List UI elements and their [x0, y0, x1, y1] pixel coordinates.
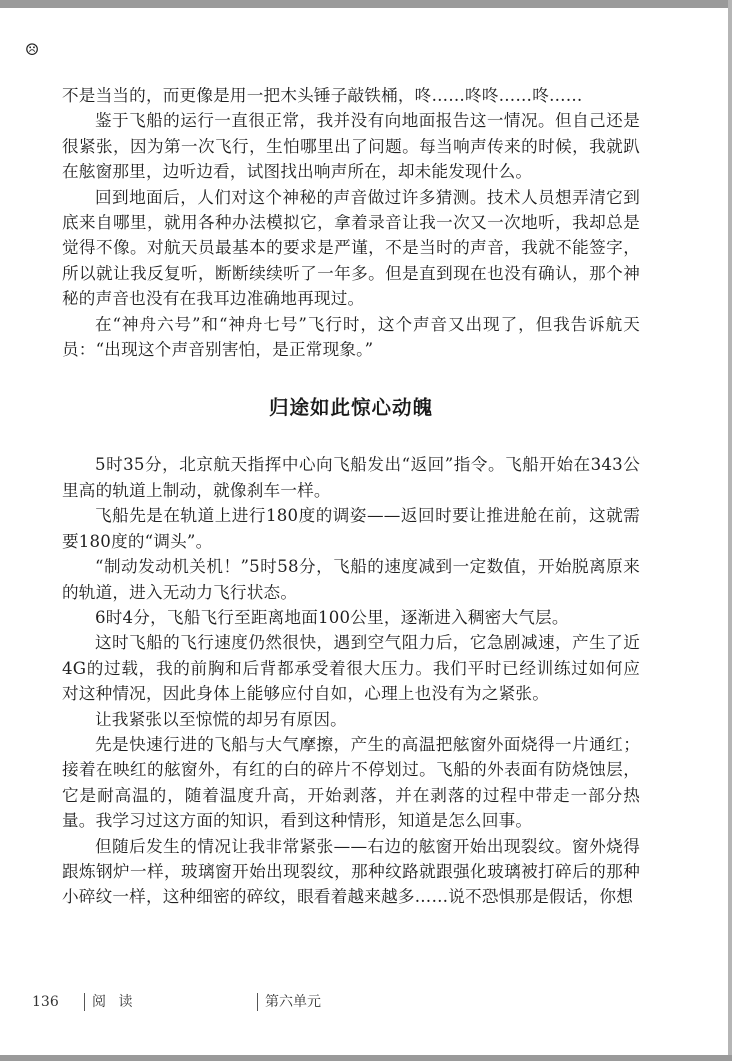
page-number: 136 — [32, 994, 59, 1010]
book-title: 阅 读 — [92, 994, 137, 1010]
top-edge-bar — [0, 0, 732, 8]
paragraph: 先是快速行进的飞船与大气摩擦，产生的高温把舷窗外面烧得一片通红；接着在映红的舷窗外，有红的白的碎片不停划过。飞船的外表面有防烧蚀层，它是耐高温的，随着温度升高，开始剥落，并在剥落的过程中带走一部分热量。我学习过这方面的知识，看到这种情形，知道是怎么回事。 — [62, 734, 640, 831]
corner-face-icon: ☹ — [24, 40, 40, 59]
paragraph: 6时4分，飞船飞行至距离地面100公里，逐渐进入稠密大气层。 — [95, 607, 569, 627]
footer-divider — [84, 993, 85, 1011]
paragraph: 不是当当的，而更像是用一把木头锤子敲铁桶，咚……咚咚……咚…… — [62, 86, 583, 105]
paragraph: 飞船先是在轨道上进行180度的调姿——返回时要让推进舱在前，这就需要180度的“调头”。 — [62, 506, 640, 551]
paragraph: 让我紧张以至惊慌的却另有原因。 — [95, 709, 347, 729]
page-body — [62, 83, 640, 910]
bottom-edge-bar — [0, 1055, 732, 1061]
right-edge-bar — [728, 0, 732, 1061]
paragraph: 这时飞船的飞行速度仍然很快，遇到空气阻力后，它急剧减速，产生了近4G的过载，我的前胸和后背都承受着很大压力。我们平时已经训练过如何应对这种情况，因此身体上能够应付自如，心理上也没有为之紧张。 — [62, 633, 640, 704]
unit-label: 第六单元 — [265, 994, 321, 1010]
footer-divider — [257, 993, 258, 1011]
paragraph: 在“神舟六号”和“神舟七号”飞行时，这个声音又出现了，但我告诉航天员：“出现这个声音别害怕，是正常现象。” — [62, 314, 640, 360]
paragraph: 但随后发生的情况让我非常紧张——右边的舷窗开始出现裂纹。窗外烧得跟炼钢炉一样，玻璃窗开始出现裂纹，那种纹路就跟强化玻璃被打碎后的那种小碎纹一样，这种细密的碎纹，眼看着越来越多……说不恐惧那是假话，你想 — [62, 836, 640, 907]
paragraph: 回到地面后，人们对这个神秘的声音做过许多猜测。技术人员想弄清它到底来自哪里，就用各种办法模拟它，拿着录音让我一次又一次地听，我却总是觉得不像。对航天员最基本的要求是严谨，不是当时的声音，我就不能签字，所以就让我反复听，断断续续听了一年多。但是直到现在也没有确认，那个神秘的声音也没有在我耳边准确地再现过。 — [62, 187, 640, 309]
paragraph: 鉴于飞船的运行一直很正常，我并没有向地面报告这一情况。但自己还是很紧张，因为第一次飞行，生怕哪里出了问题。每当响声传来的时候，我就趴在舷窗那里，边听边看，试图找出响声所在，却未能发现什么。 — [62, 111, 640, 182]
section-title: 归途如此惊心动魄 — [268, 396, 433, 420]
paragraph: 5时35分，北京航天指挥中心向飞船发出“返回”指令。飞船开始在343公里高的轨道上制动，就像刹车一样。 — [62, 455, 640, 500]
paragraph: “制动发动机关机！”5时58分，飞船的速度减到一定数值，开始脱离原来的轨道，进入无动力飞行状态。 — [62, 557, 640, 602]
page-footer — [32, 989, 632, 1015]
